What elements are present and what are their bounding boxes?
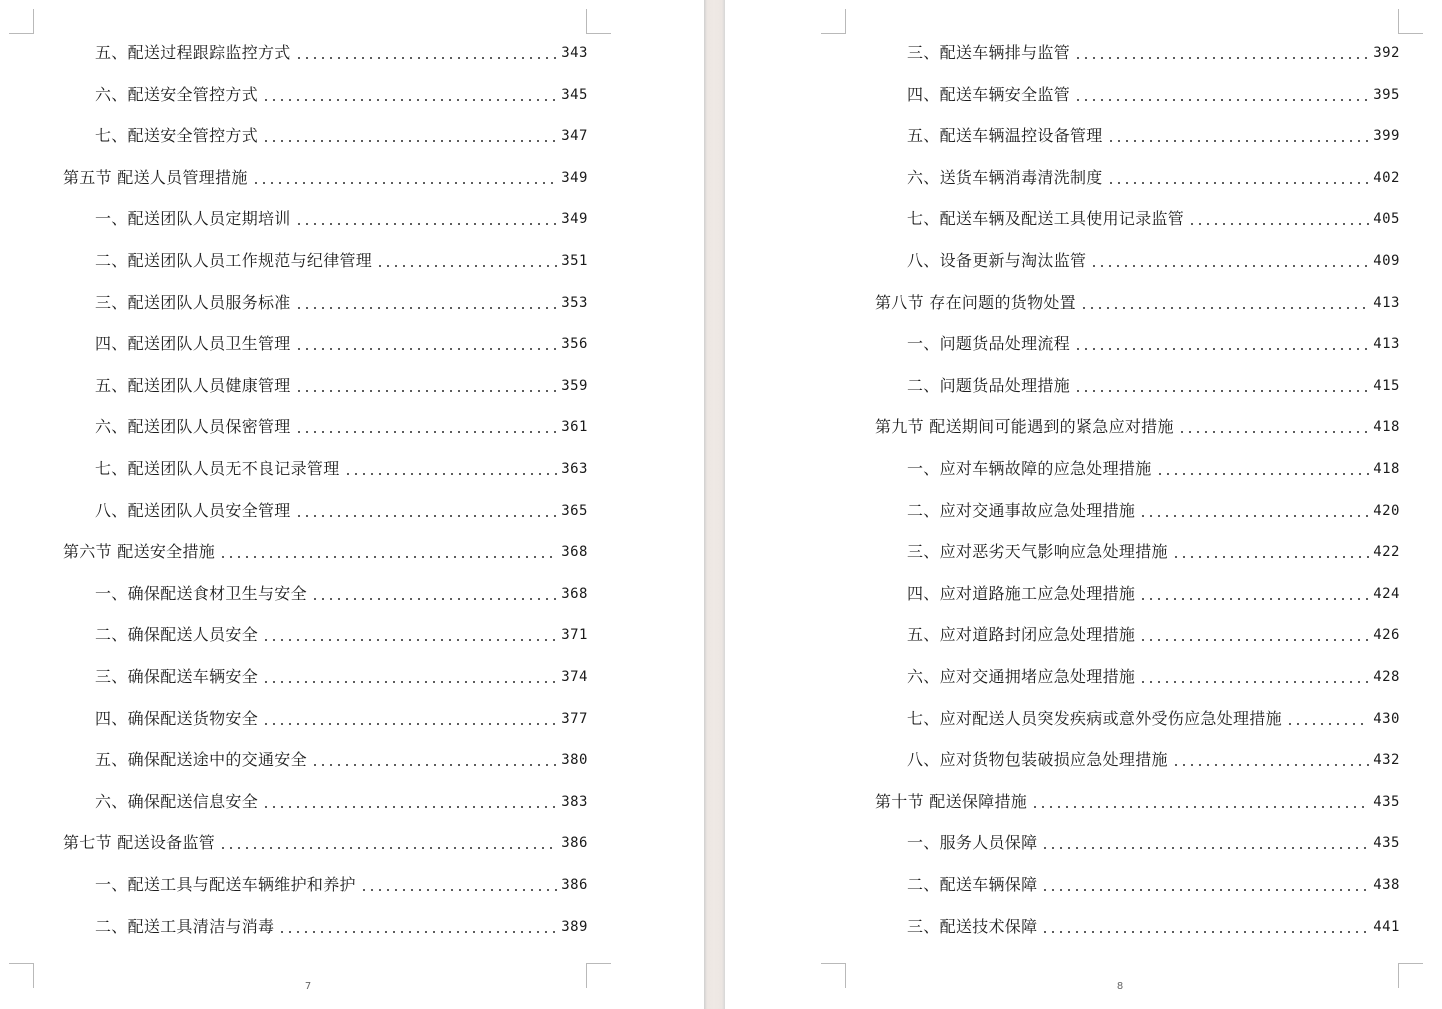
- toc-entry[interactable]: [95, 623, 588, 647]
- toc-entry-title: 五、确保配送途中的交通安全: [95, 750, 307, 770]
- dot-leader: [262, 639, 557, 641]
- dot-leader: [295, 57, 558, 59]
- toc-entry-page: 374: [561, 669, 588, 685]
- toc-entry[interactable]: [95, 707, 588, 731]
- toc-entry-page: 430: [1373, 710, 1400, 727]
- toc-entry-title: 三、配送车辆排与监管: [907, 43, 1071, 62]
- toc-entry-title: 三、配送技术保障: [907, 916, 1038, 936]
- document-page-left: [0, 0, 704, 1009]
- dot-leader: [1074, 348, 1369, 350]
- toc-entry-page: 438: [1373, 877, 1400, 893]
- toc-entry[interactable]: [875, 415, 1400, 439]
- toc-entry-title: 六、应对交通拥堵应急处理措施: [907, 667, 1136, 686]
- toc-entry-page: 365: [561, 502, 588, 519]
- toc-entry-page: 424: [1373, 585, 1400, 602]
- toc-entry-title: 七、配送安全管控方式: [95, 126, 259, 146]
- toc-entry[interactable]: [95, 665, 588, 689]
- dot-leader: [262, 140, 557, 142]
- toc-entry[interactable]: [907, 207, 1400, 231]
- toc-entry-page: 399: [1373, 128, 1400, 145]
- toc-entry[interactable]: [95, 415, 588, 439]
- dot-leader: [278, 931, 557, 933]
- toc-entry-title: 一、确保配送食材卫生与安全: [95, 583, 307, 603]
- toc-entry[interactable]: [907, 166, 1400, 190]
- toc-list-left: [0, 0, 704, 1009]
- toc-entry-title: 一、服务人员保障: [907, 833, 1038, 853]
- toc-entry[interactable]: [907, 457, 1400, 481]
- toc-entry[interactable]: [907, 124, 1400, 148]
- toc-entry[interactable]: [907, 83, 1400, 107]
- toc-entry[interactable]: [95, 332, 588, 356]
- toc-entry[interactable]: [63, 831, 588, 855]
- toc-entry-title: 一、问题货品处理流程: [907, 334, 1071, 354]
- toc-entry-title: 一、配送团队人员定期培训: [95, 209, 291, 229]
- toc-entry[interactable]: [95, 915, 588, 939]
- toc-entry-page: 359: [561, 377, 588, 394]
- dot-leader: [1286, 723, 1369, 725]
- dot-leader: [1178, 431, 1369, 433]
- toc-entry-page: 392: [1373, 45, 1400, 61]
- dot-leader: [262, 99, 557, 101]
- dot-leader: [295, 348, 558, 350]
- toc-entry[interactable]: [907, 665, 1400, 689]
- toc-entry-page: 418: [1373, 461, 1400, 477]
- toc-entry-title: 二、应对交通事故应急处理措施: [907, 500, 1136, 520]
- toc-entry[interactable]: [95, 124, 588, 148]
- dot-leader: [295, 223, 558, 225]
- toc-entry[interactable]: [907, 249, 1400, 273]
- dot-leader: [252, 182, 558, 184]
- toc-entry-title: 六、配送安全管控方式: [95, 84, 259, 104]
- toc-entry-title: 八、应对货物包装破损应急处理措施: [907, 750, 1168, 770]
- toc-entry-title: 第十节 配送保障措施: [875, 791, 1028, 811]
- toc-entry-page: 435: [1373, 793, 1400, 810]
- toc-entry-page: 432: [1373, 752, 1400, 769]
- toc-entry[interactable]: [907, 831, 1400, 855]
- toc-entry-title: 二、配送工具清洁与消毒: [95, 916, 275, 936]
- toc-entry-title: 六、确保配送信息安全: [95, 791, 259, 811]
- toc-entry[interactable]: [907, 41, 1400, 65]
- toc-entry-page: 368: [561, 544, 588, 561]
- toc-entry-page: 435: [1373, 835, 1400, 852]
- toc-entry[interactable]: [95, 207, 588, 231]
- toc-entry-title: 第八节 存在问题的货物处置: [875, 292, 1076, 312]
- page-number: 8: [1116, 981, 1124, 992]
- toc-entry[interactable]: [907, 582, 1400, 606]
- toc-entry[interactable]: [63, 540, 588, 564]
- toc-entry-title: 六、配送团队人员保密管理: [95, 417, 291, 437]
- toc-entry-page: 371: [561, 627, 588, 644]
- toc-entry-page: 377: [561, 710, 588, 727]
- toc-entry-title: 第五节 配送人员管理措施: [63, 167, 248, 187]
- dot-leader: [1172, 764, 1369, 766]
- toc-entry-page: 351: [561, 253, 588, 269]
- toc-entry-title: 五、应对道路封闭应急处理措施: [907, 625, 1136, 645]
- dot-leader: [1090, 265, 1369, 267]
- toc-entry-title: 二、配送车辆保障: [907, 875, 1038, 894]
- dot-leader: [360, 889, 557, 891]
- toc-entry-page: 353: [561, 294, 588, 311]
- document-page-right: [725, 0, 1442, 1009]
- dot-leader: [262, 723, 557, 725]
- toc-entry-title: 第九节 配送期间可能遇到的紧急应对措施: [875, 417, 1174, 437]
- toc-entry-title: 四、配送车辆安全监管: [907, 84, 1071, 104]
- toc-entry-title: 一、配送工具与配送车辆维护和养护: [95, 875, 356, 894]
- page-gutter: [704, 0, 725, 1009]
- toc-entry-page: 420: [1373, 502, 1400, 519]
- toc-entry-page: 418: [1373, 419, 1400, 436]
- toc-entry-page: 363: [561, 461, 588, 477]
- dot-leader: [219, 847, 557, 849]
- toc-entry-title: 五、配送过程跟踪监控方式: [95, 43, 291, 62]
- toc-entry-page: 389: [561, 918, 588, 935]
- toc-entry-title: 八、配送团队人员安全管理: [95, 500, 291, 520]
- dot-leader: [1041, 889, 1369, 891]
- toc-entry[interactable]: [875, 790, 1400, 814]
- dot-leader: [1074, 390, 1369, 392]
- toc-entry-title: 二、确保配送人员安全: [95, 625, 259, 645]
- toc-entry-page: 405: [1373, 211, 1400, 228]
- toc-entry-page: 428: [1373, 669, 1400, 685]
- toc-entry-page: 413: [1373, 336, 1400, 353]
- toc-entry[interactable]: [95, 499, 588, 523]
- toc-entry-page: 415: [1373, 377, 1400, 394]
- toc-entry-page: 347: [561, 128, 588, 145]
- toc-entry[interactable]: [95, 374, 588, 398]
- toc-entry-title: 三、应对恶劣天气影响应急处理措施: [907, 542, 1168, 562]
- dot-leader: [295, 515, 558, 517]
- dot-leader: [1139, 639, 1369, 641]
- dot-leader: [311, 598, 557, 600]
- toc-entry-page: 345: [561, 86, 588, 103]
- toc-entry-page: 356: [561, 336, 588, 353]
- dot-leader: [376, 265, 557, 267]
- toc-entry[interactable]: [907, 499, 1400, 523]
- toc-entry-title: 第七节 配送设备监管: [63, 833, 216, 853]
- toc-entry-title: 六、送货车辆消毒清洗制度: [907, 167, 1103, 187]
- dot-leader: [1172, 556, 1369, 558]
- dot-leader: [1031, 806, 1369, 808]
- toc-entry-page: 386: [561, 877, 588, 893]
- dot-leader: [295, 431, 558, 433]
- dot-leader: [1107, 140, 1370, 142]
- toc-entry-title: 八、设备更新与淘汰监管: [907, 251, 1087, 270]
- toc-entry[interactable]: [95, 83, 588, 107]
- dot-leader: [311, 764, 557, 766]
- toc-entry[interactable]: [95, 41, 588, 65]
- toc-entry[interactable]: [95, 790, 588, 814]
- toc-entry[interactable]: [907, 748, 1400, 772]
- toc-entry-page: 409: [1373, 253, 1400, 269]
- toc-entry-title: 二、配送团队人员工作规范与纪律管理: [95, 251, 373, 270]
- dot-leader: [344, 473, 558, 475]
- toc-entry[interactable]: [875, 291, 1400, 315]
- toc-entry[interactable]: [907, 332, 1400, 356]
- page-number: 7: [304, 981, 312, 992]
- dot-leader: [1074, 99, 1369, 101]
- toc-entry-title: 一、应对车辆故障的应急处理措施: [907, 459, 1152, 478]
- toc-entry-page: 368: [561, 585, 588, 602]
- dot-leader: [1074, 57, 1369, 59]
- toc-entry[interactable]: [907, 915, 1400, 939]
- toc-entry-page: 426: [1373, 627, 1400, 644]
- toc-entry-page: 380: [561, 752, 588, 769]
- toc-entry-page: 343: [561, 45, 588, 61]
- toc-entry[interactable]: [95, 748, 588, 772]
- toc-entry[interactable]: [95, 457, 588, 481]
- toc-entry-page: 349: [561, 211, 588, 228]
- toc-entry-page: 402: [1373, 169, 1400, 186]
- toc-entry-page: 386: [561, 835, 588, 852]
- toc-entry-page: 383: [561, 793, 588, 810]
- dot-leader: [1188, 223, 1369, 225]
- toc-entry-title: 四、配送团队人员卫生管理: [95, 334, 291, 354]
- toc-entry-title: 七、配送车辆及配送工具使用记录监管: [907, 209, 1185, 229]
- dot-leader: [295, 307, 558, 309]
- toc-entry-title: 四、应对道路施工应急处理措施: [907, 583, 1136, 603]
- dot-leader: [1139, 598, 1369, 600]
- dot-leader: [295, 390, 558, 392]
- toc-entry[interactable]: [907, 707, 1400, 731]
- toc-entry-title: 四、确保配送货物安全: [95, 708, 259, 728]
- dot-leader: [1156, 473, 1370, 475]
- toc-entry[interactable]: [95, 582, 588, 606]
- toc-entry[interactable]: [907, 540, 1400, 564]
- toc-entry-title: 第六节 配送安全措施: [63, 542, 216, 562]
- toc-entry-title: 三、确保配送车辆安全: [95, 667, 259, 686]
- dot-leader: [1107, 182, 1370, 184]
- toc-entry-page: 361: [561, 419, 588, 436]
- toc-entry[interactable]: [907, 873, 1400, 897]
- toc-entry-title: 三、配送团队人员服务标准: [95, 292, 291, 312]
- toc-entry[interactable]: [95, 873, 588, 897]
- dot-leader: [219, 556, 557, 558]
- dot-leader: [1139, 515, 1369, 517]
- toc-entry[interactable]: [63, 166, 588, 190]
- toc-entry-page: 441: [1373, 918, 1400, 935]
- toc-entry[interactable]: [95, 249, 588, 273]
- toc-entry-page: 349: [561, 169, 588, 186]
- dot-leader: [1041, 847, 1369, 849]
- dot-leader: [262, 681, 557, 683]
- dot-leader: [1139, 681, 1369, 683]
- toc-entry-title: 二、问题货品处理措施: [907, 375, 1071, 395]
- toc-entry[interactable]: [907, 374, 1400, 398]
- toc-entry-page: 395: [1373, 86, 1400, 103]
- toc-list-right: [725, 0, 1442, 1009]
- toc-entry-page: 422: [1373, 544, 1400, 561]
- toc-entry-title: 五、配送团队人员健康管理: [95, 375, 291, 395]
- toc-entry[interactable]: [95, 291, 588, 315]
- toc-entry-title: 五、配送车辆温控设备管理: [907, 126, 1103, 146]
- toc-entry-title: 七、配送团队人员无不良记录管理: [95, 459, 340, 478]
- toc-entry-title: 七、应对配送人员突发疾病或意外受伤应急处理措施: [907, 708, 1282, 728]
- dot-leader: [1080, 307, 1369, 309]
- toc-entry[interactable]: [907, 623, 1400, 647]
- toc-entry-page: 413: [1373, 294, 1400, 311]
- dot-leader: [262, 806, 557, 808]
- dot-leader: [1041, 931, 1369, 933]
